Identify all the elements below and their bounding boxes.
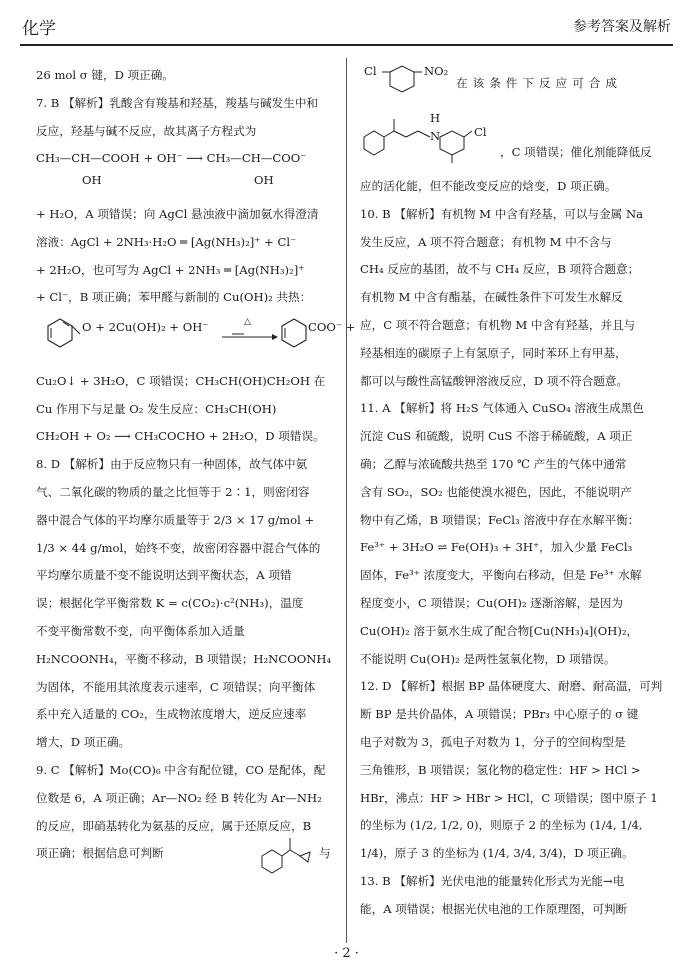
cl-label: Cl <box>364 64 377 78</box>
equation-lactic: CH₃—CH—COOH + OH⁻ ⟶ CH₃—CH—COO⁻ <box>36 151 307 166</box>
text-line: 程度变小，C 项错误；Cu(OH)₂ 逐渐溶解，是因为 <box>360 595 623 610</box>
text-line: 的坐标为 (1/2, 1/2, 0)，则原子 2 的坐标为 (1/4, 1/4, <box>360 818 643 833</box>
text-line: Cu(OH)₂ 溶于氨水生成了配合物[Cu(NH₃)₄](OH)₂， <box>360 623 639 638</box>
text-line: Cu 作用下与足量 O₂ 发生反应：CH₃CH(OH) <box>36 401 277 416</box>
text-line: 系中充入适量的 CO₂，生成物浓度增大，逆反应速率 <box>36 707 307 722</box>
text-line: 沉淀 CuS 和硫酸，说明 CuS 不溶于稀硫酸，A 项正 <box>360 429 633 444</box>
text-line: 确；乙醇与浓硫酸共热至 170 ℃ 产生的气体中通常 <box>360 456 627 471</box>
no2-label: NO₂ <box>424 64 449 78</box>
n-label: N <box>430 129 441 143</box>
text-line: 不能说明 Cu(OH)₂ 是两性氢氧化物，D 项错误。 <box>360 651 616 666</box>
text-line: + H₂O，A 项错误；向 AgCl 悬浊液中滴加氨水得澄清 <box>36 206 319 221</box>
text-line: + Cl⁻，B 项正确；苯甲醛与新制的 Cu(OH)₂ 共热： <box>36 290 312 305</box>
text-line: 都可以与酸性高锰酸钾溶液反应，D 项不符合题意。 <box>360 373 629 388</box>
text-line: 断 BP 是共价晶体，A 项错误；PBr₃ 中心原子的 σ 键 <box>360 707 639 722</box>
text-line: 气、二氧化碳的物质的量之比恒等于 2∶1，则密闭容 <box>36 484 310 499</box>
page-number: · 2 · <box>334 946 359 961</box>
left-column <box>36 62 356 880</box>
benz-eq-arrow-cond: △ <box>244 317 251 328</box>
equation-oh-row <box>36 173 336 201</box>
text-line: CH₂OH + O₂ ⟶ CH₃COCHO + 2H₂O，D 项错误。 <box>36 429 325 444</box>
text-line: 项正确；根据信息可判断 <box>36 846 164 861</box>
page-header <box>20 8 673 38</box>
text-line: 位数是 6，A 项正确；Ar—NO₂ 经 B 转化为 Ar—NH₂ <box>36 790 322 805</box>
text-line: H₂NCOONH₄，平衡不移动，B 项错误；H₂NCOONH₄ <box>36 651 332 666</box>
text-line: 应的活化能，但不能改变反应的焓变，D 项正确。 <box>360 179 617 193</box>
text-line: 10. B 【解析】有机物 M 中含有羟基，可以与金属 Na <box>360 206 644 221</box>
text-line: 羟基相连的碳原子上有氢原子，同时苯环上有甲基， <box>360 345 627 360</box>
benz-eq-rhs: COO⁻ + <box>308 320 356 335</box>
header-rule <box>20 44 673 46</box>
oh-label: OH <box>254 173 274 188</box>
text-line: 13. B 【解析】光伏电池的能量转化形式为光能→电 <box>360 873 625 888</box>
text-line: + 2H₂O，也可写为 AgCl + 2NH₃ ═ [Ag(NH₃)₂]⁺ <box>36 262 305 277</box>
text-line: 误；根据化学平衡常数 K = c(CO₂)·c²(NH₃)，温度 <box>36 596 304 611</box>
text-line: 不变平衡常数不变，向平衡体系加入适量 <box>36 623 245 638</box>
structure-row-2 <box>360 111 660 173</box>
text-line: 溶液：AgCl + 2NH₃·H₂O ═ [Ag(NH₃)₂]⁺ + Cl⁻ <box>36 234 297 249</box>
cyclopropyl-styrene-structure <box>258 834 318 872</box>
h-label: H <box>430 111 441 125</box>
text-line: 9. C 【解析】Mo(CO)₆ 中含有配位键，CO 是配体，配 <box>36 762 326 777</box>
r3-text: ，C 项错误；催化剂能降低反 <box>500 145 652 159</box>
equation-benzaldehyde <box>36 312 356 368</box>
text-line: 反应，羟基与碱不反应，故其离子方程式为 <box>36 123 257 138</box>
text-line: 26 mol σ 键，D 项正确。 <box>36 68 174 82</box>
text-line: HBr，沸点：HF > HBr > HCl，C 项错误；图中原子 1 <box>360 790 658 805</box>
oh-label: OH <box>82 173 102 188</box>
text-line: 1/3 × 44 g/mol，始终不变，故密闭容器中混合气体的 <box>36 540 321 555</box>
text-line: 7. B 【解析】乳酸含有羧基和羟基，羧基与碱发生中和 <box>36 95 319 110</box>
header-section: 参考答案及解析 <box>573 19 671 35</box>
cl-label-2: Cl <box>474 125 487 139</box>
with-word: 与 <box>319 846 331 861</box>
text-line: 物中有乙烯，B 项错误；FeCl₃ 溶液中存在水解平衡： <box>360 512 640 527</box>
text-line: 应，C 项不符合题意；有机物 M 中含有羟基，并且与 <box>360 317 636 332</box>
text-line: 的反应，即硝基转化为氨基的反应，属于还原反应，B <box>36 818 312 833</box>
text-line: Cu₂O↓ + 3H₂O，C 项错误；CH₃CH(OH)CH₂OH 在 <box>36 373 326 388</box>
text-line: CH₄ 反应的基团，故不与 CH₄ 反应，B 项符合题意； <box>360 262 640 277</box>
text-line: 为固体，不能用其浓度表示速率，C 项错误；向平衡体 <box>36 679 316 694</box>
text-line <box>36 840 336 880</box>
text-line: 三角锥形，B 项错误；氢化物的稳定性：HF > HCl > <box>360 762 641 777</box>
text-line: 1/4)，原子 3 的坐标为 (1/4, 3/4, 3/4)，D 项正确。 <box>360 846 634 861</box>
text-line: 12. D 【解析】根据 BP 晶体硬度大、耐磨、耐高温，可判 <box>360 679 663 694</box>
text-line: 8. D 【解析】由于反应物只有一种固体，故气体中氨 <box>36 457 308 472</box>
text-line: 11. A 【解析】将 H₂S 气体通入 CuSO₄ 溶液生成黑色 <box>360 401 644 416</box>
text-line: 发生反应，A 项不符合题意；有机物 M 中不含与 <box>360 234 612 249</box>
text-line: 电子对数为 3，孤电子对数为 1，分子的空间构型是 <box>360 734 626 749</box>
text-line: 能，A 项错误；根据光伏电池的工作原理图，可判断 <box>360 901 628 916</box>
text-line: 有机物 M 中含有酯基，在碱性条件下可发生水解反 <box>360 290 623 305</box>
text-line: 器中混合气体的平均摩尔质量等于 2/3 × 17 g/mol + <box>36 512 315 527</box>
right-column <box>360 62 663 924</box>
text-line: 增大，D 项正确。 <box>36 735 131 750</box>
benz-eq-mid: O + 2Cu(OH)₂ + OH⁻ <box>82 320 209 335</box>
r1-text: 在该条件下反应可合成 <box>456 76 622 90</box>
column-divider <box>346 58 347 943</box>
text-line: 固体，Fe³⁺ 浓度变大，平衡向右移动，但是 Fe³⁺ 水解 <box>360 568 642 583</box>
text-line: 平均摩尔质量不变不能说明达到平衡状态，A 项错 <box>36 568 292 583</box>
text-line: Fe³⁺ + 3H₂O ⇌ Fe(OH)₃ + 3H⁺，加入少量 FeCl₃ <box>360 540 633 555</box>
text-line: 含有 SO₂，SO₂ 也能使溴水褪色，因此，不能说明产 <box>360 484 632 499</box>
header-subject: 化学 <box>22 19 56 39</box>
